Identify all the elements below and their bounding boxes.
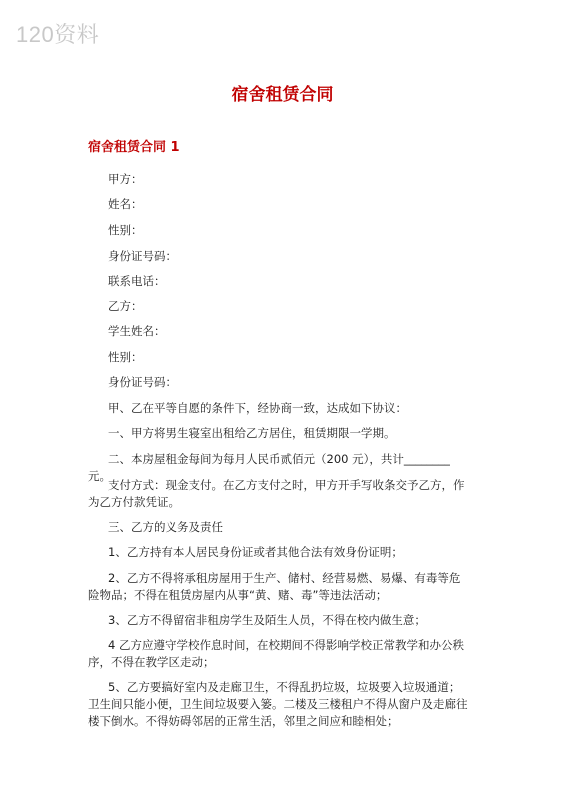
obligation-item-3: 3、乙方不得留宿非租房学生及陌生人员，不得在校内做生意；	[108, 613, 426, 627]
agreement-intro: 甲、乙在平等自愿的条件下，经协商一致，达成如下协议：	[108, 401, 407, 415]
obligation-item-2: 2、乙方不得将承租房屋用于生产、储村、经营易燃、易爆、有毒等危险物品；不得在租赁房屋内从事“黄、赌、毒”等违法活动；	[88, 571, 461, 602]
document-title: 宿舍租赁合同	[231, 85, 334, 105]
obligation-item-5: 5、乙方要搞好室内及走廊卫生，不得乱扔垃圾，垃圾要入垃圾通道；卫生间只能小便，卫生间垃圾要入篓。二楼及三楼租户不得从窗户及走廊往楼下倒水。不得妨碍邻居的正常生活，邻里之间应和睦相处；	[88, 680, 468, 728]
clause-three-heading: 三、乙方的义务及责任	[108, 520, 223, 534]
section-heading: 宿舍租赁合同 1	[88, 140, 180, 155]
watermark-text: 120资料	[16, 22, 100, 47]
obligation-item-4: 4 乙方应遵守学校作息时间，在校期间不得影响学校正常教学和办公秩序，不得在教学区走动；	[88, 638, 464, 669]
clause-two-rent: 二、本房屋租金每间为每月人民币贰佰元（200 元），共计________元。	[88, 452, 450, 483]
gender-field-label: 性别：	[108, 223, 143, 237]
student-name-field-label: 学生姓名：	[108, 324, 166, 338]
party-b-label: 乙方：	[108, 299, 143, 313]
clause-one: 一、甲方将男生寝室出租给乙方居住，租赁期限一学期。	[108, 426, 396, 440]
payment-method: 支付方式：现金支付。在乙方支付之时，甲方开手写收条交予乙方，作为乙方付款凭证。	[88, 478, 465, 509]
party-a-label: 甲方：	[108, 172, 143, 186]
student-id-field-label: 身份证号码：	[108, 375, 177, 389]
student-gender-field-label: 性别：	[108, 350, 143, 364]
obligation-item-1: 1、乙方持有本人居民身份证或者其他合法有效身份证明；	[108, 545, 403, 559]
id-number-field-label: 身份证号码：	[108, 249, 177, 263]
phone-field-label: 联系电话：	[108, 274, 166, 288]
name-field-label: 姓名：	[108, 197, 143, 211]
